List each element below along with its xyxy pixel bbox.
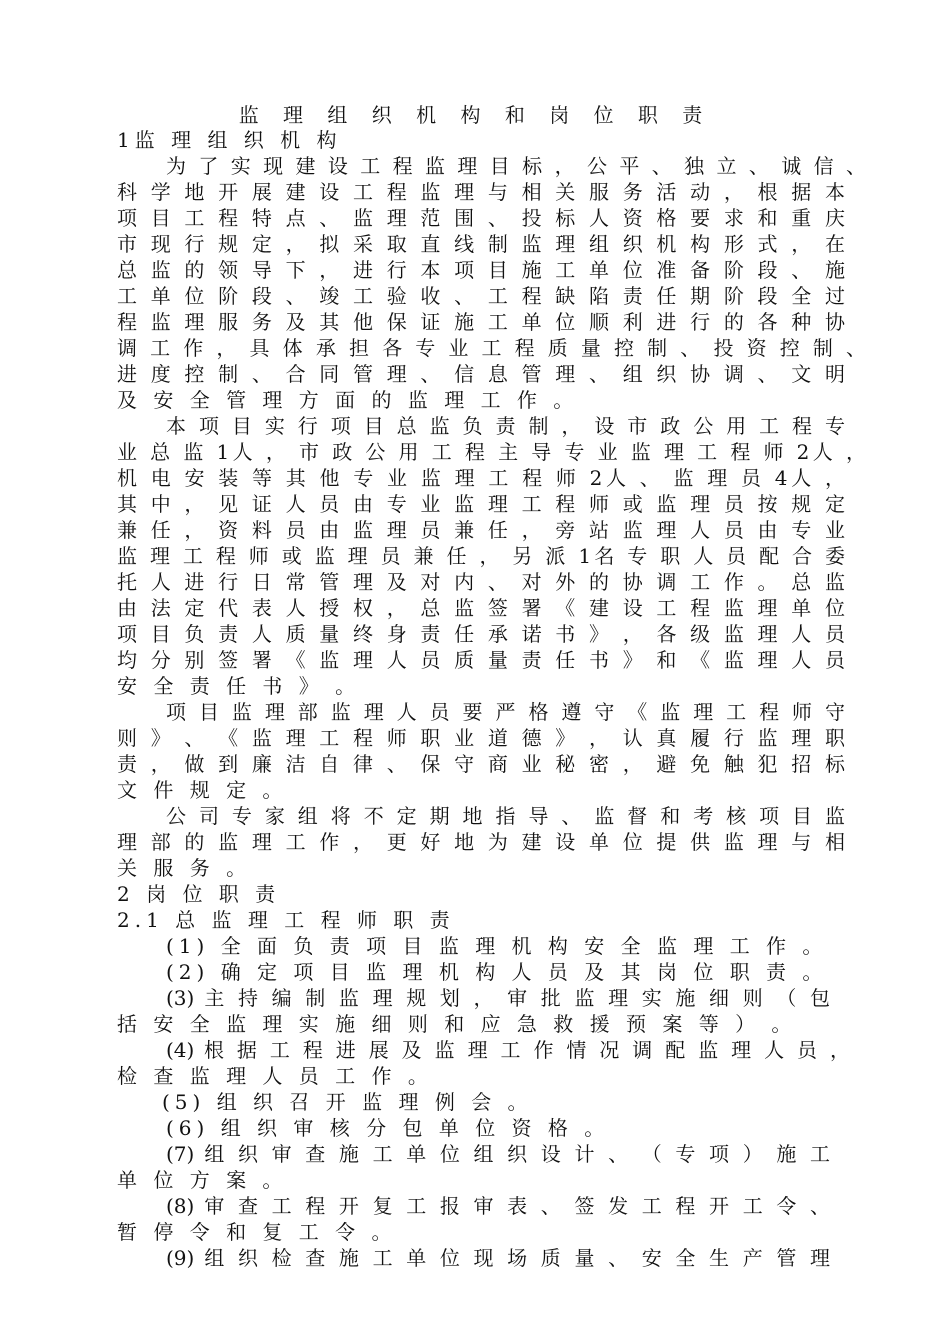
list-item-continuation: 暂 停 令 和 复 工 令 。 xyxy=(117,1220,397,1244)
list-item: (9) 组 织 检 查 施 工 单 位 现 场 质 量 、 安 全 生 产 管 理 xyxy=(166,1246,830,1270)
list-item: (5) 组 织 召 开 监 理 例 会 。 xyxy=(162,1090,533,1114)
list-item-continuation: 单 位 方 案 。 xyxy=(117,1168,288,1192)
paragraph-line: 调 工 作 ， 具 体 承 担 各 专 业 工 程 质 量 控 制 、 投 资 控 制 、 xyxy=(117,336,866,360)
subsection-heading: 2.1 总 监 理 工 程 师 职 责 xyxy=(117,908,455,932)
list-item: (4) 根 据 工 程 进 展 及 监 理 工 作 情 况 调 配 监 理 人 员 ， xyxy=(166,1038,850,1062)
paragraph-line: 程 监 理 服 务 及 其 他 保 证 施 工 单 位 顺 利 进 行 的 各 种 协 xyxy=(117,310,845,334)
paragraph-line: 为 了 实 现 建 设 工 程 监 理 目 标 ， 公 平 、 独 立 、 诚 信 、 xyxy=(166,154,866,178)
paragraph-line: 科 学 地 开 展 建 设 工 程 监 理 与 相 关 服 务 活 动 ， 根 据 本 xyxy=(117,180,845,204)
paragraph-line: 本 项 目 实 行 项 目 总 监 负 责 制 ， 设 市 政 公 用 工 程 专 xyxy=(166,414,845,438)
paragraph-line: 则 》 、 《 监 理 工 程 师 职 业 道 德 》 ， 认 真 履 行 监 理 职 xyxy=(117,726,845,750)
section-heading: 2 岗 位 职 责 xyxy=(117,882,281,906)
paragraph-line: 及 安 全 管 理 方 面 的 监 理 工 作 。 xyxy=(117,388,579,412)
list-item-continuation: 检 查 监 理 人 员 工 作 。 xyxy=(117,1064,433,1088)
paragraph-line: 其 中 ， 见 证 人 员 由 专 业 监 理 工 程 师 或 监 理 员 按 规 定 xyxy=(117,492,845,516)
paragraph-line: 进 度 控 制 、 合 同 管 理 、 信 息 管 理 、 组 织 协 调 、 文 明 xyxy=(117,362,845,386)
paragraph-line: 关 服 务 。 xyxy=(117,856,252,880)
list-item-continuation: 括 安 全 监 理 实 施 细 则 和 应 急 救 援 预 案 等 ） 。 xyxy=(117,1012,797,1036)
list-item: (1) 全 面 负 责 项 目 监 理 机 构 安 全 监 理 工 作 。 xyxy=(166,934,828,958)
paragraph-line: 安 全 责 任 书 》 。 xyxy=(117,674,361,698)
paragraph-line: 总 监 的 领 导 下 ， 进 行 本 项 目 施 工 单 位 准 备 阶 段 、 施 xyxy=(117,258,845,282)
paragraph-line: 托 人 进 行 日 常 管 理 及 对 内 、 对 外 的 协 调 工 作 。 总 监 xyxy=(117,570,845,594)
paragraph-line: 责 ， 做 到 廉 洁 自 律 、 保 守 商 业 秘 密 ， 避 免 触 犯 招 标 xyxy=(117,752,845,776)
list-item: (3) 主 持 编 制 监 理 规 划 ， 审 批 监 理 实 施 细 则 （ 包 xyxy=(166,986,830,1010)
paragraph-line: 理 部 的 监 理 工 作 ， 更 好 地 为 建 设 单 位 提 供 监 理 与 相 xyxy=(117,830,845,854)
paragraph-line: 市 现 行 规 定 ， 拟 采 取 直 线 制 监 理 组 织 机 构 形 式 ， 在 xyxy=(117,232,845,256)
paragraph-line: 业 总 监 1人 ， 市 政 公 用 工 程 主 导 专 业 监 理 工 程 师 2人 ， xyxy=(117,440,866,464)
paragraph-line: 兼 任 ， 资 料 员 由 监 理 员 兼 任 ， 旁 站 监 理 人 员 由 专 业 xyxy=(117,518,845,542)
paragraph-line: 项 目 监 理 部 监 理 人 员 要 严 格 遵 守 《 监 理 工 程 师 守 xyxy=(166,700,845,724)
paragraph-line: 监 理 工 程 师 或 监 理 员 兼 任 ， 另 派 1名 专 职 人 员 配 合 委 xyxy=(117,544,845,568)
page-title: 监 理 组 织 机 构 和 岗 位 职 责 xyxy=(238,103,712,127)
paragraph-line: 项 目 负 责 人 质 量 终 身 责 任 承 诺 书 》 ， 各 级 监 理 人 员 xyxy=(117,622,845,646)
paragraph-line: 工 单 位 阶 段 、 竣 工 验 收 、 工 程 缺 陷 责 任 期 阶 段 全 过 xyxy=(117,284,845,308)
paragraph-line: 项 目 工 程 特 点 、 监 理 范 围 、 投 标 人 资 格 要 求 和 重 庆 xyxy=(117,206,845,230)
paragraph-line: 均 分 别 签 署 《 监 理 人 员 质 量 责 任 书 》 和 《 监 理 人 员 xyxy=(117,648,845,672)
paragraph-line: 机 电 安 装 等 其 他 专 业 监 理 工 程 师 2人 、 监 理 员 4人 ， xyxy=(117,466,845,490)
list-item: (6) 组 织 审 核 分 包 单 位 资 格 。 xyxy=(166,1116,610,1140)
paragraph-line: 由 法 定 代 表 人 授 权 ， 总 监 签 署 《 建 设 工 程 监 理 单 位 xyxy=(117,596,845,620)
paragraph-line: 公 司 专 家 组 将 不 定 期 地 指 导 、 监 督 和 考 核 项 目 监 xyxy=(166,804,845,828)
section-heading: 1监 理 组 织 机 构 xyxy=(117,128,342,152)
list-item: (7) 组 织 审 查 施 工 单 位 组 织 设 计 、 （ 专 项 ） 施 工 xyxy=(166,1142,830,1166)
list-item: (2) 确 定 项 目 监 理 机 构 人 员 及 其 岗 位 职 责 。 xyxy=(166,960,828,984)
list-item: (8) 审 查 工 程 开 复 工 报 审 表 、 签 发 工 程 开 工 令 、 xyxy=(166,1194,830,1218)
paragraph-line: 文 件 规 定 。 xyxy=(117,778,288,802)
